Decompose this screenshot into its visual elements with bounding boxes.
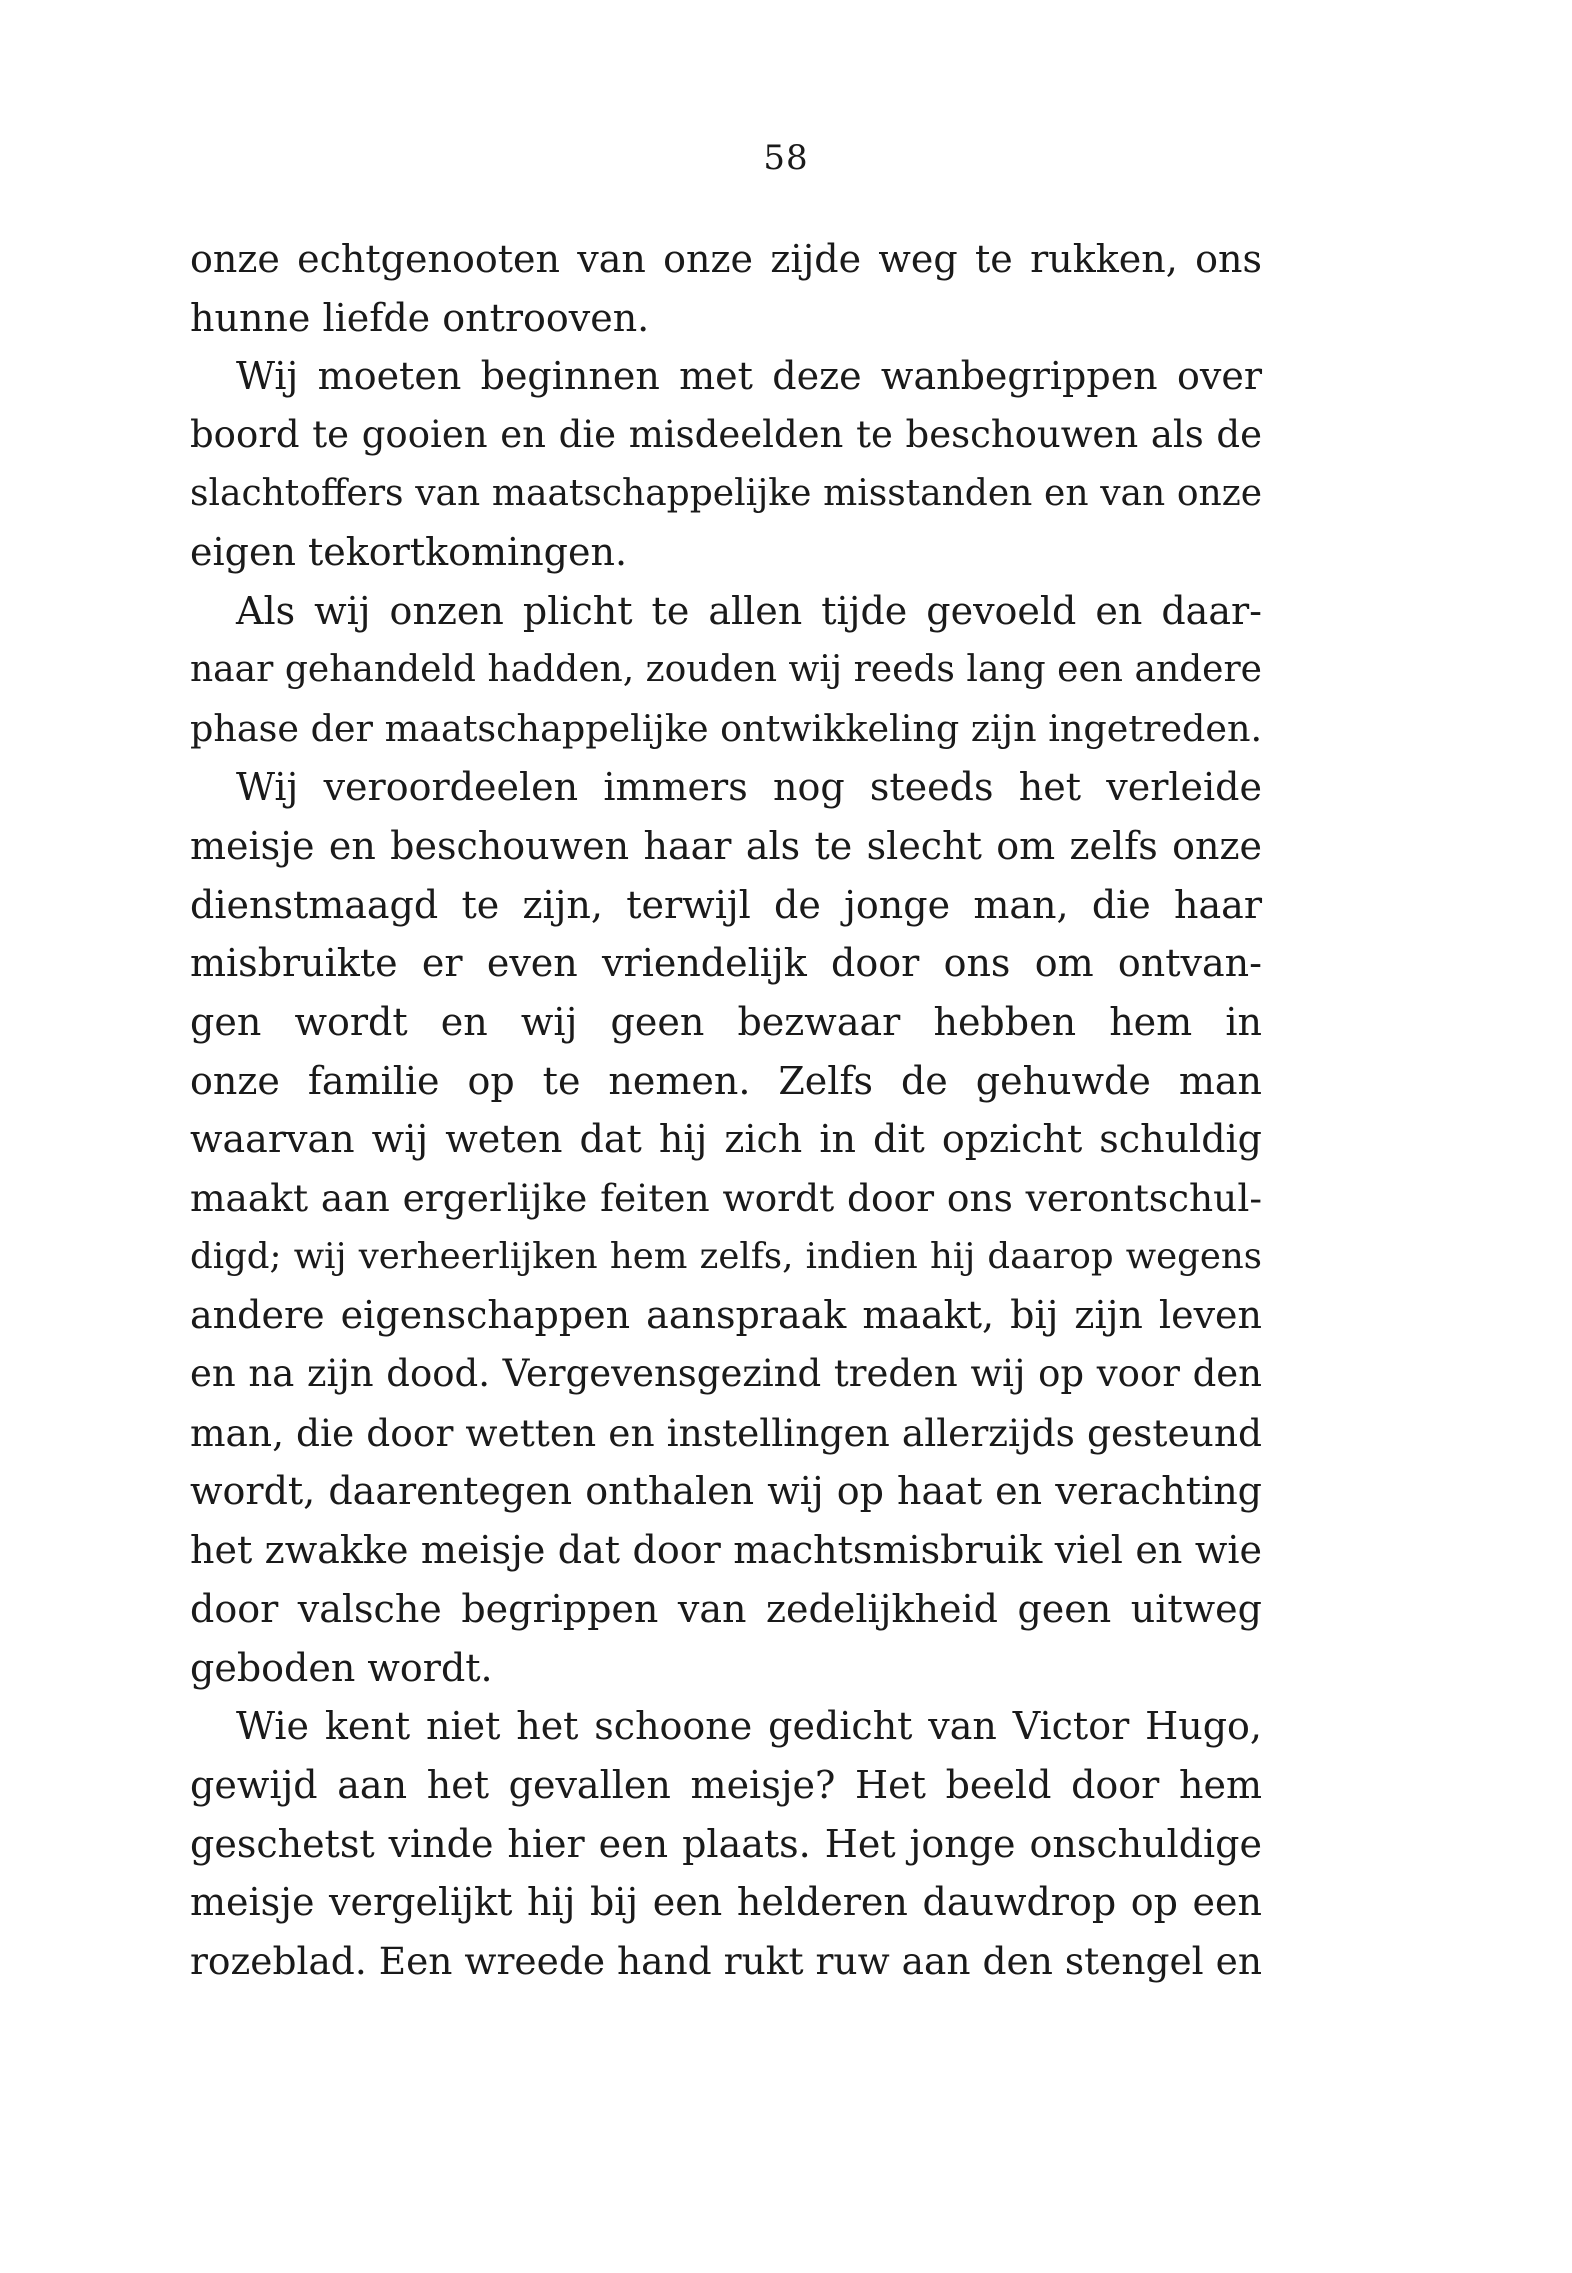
text-line: maakt aan ergerlijke feiten wordt door ons verontschul- (190, 1176, 1262, 1220)
text-line: geschetst vinde hier een plaats. Het jonge onschuldige (190, 1821, 1262, 1866)
text-line: boord te gooien en die misdeelden te beschouwen als de (190, 413, 1262, 457)
text-line: eigen tekortkomingen. (190, 530, 628, 575)
text-line: dienstmaagd te zijn, terwijl de jonge man, die haar (190, 882, 1262, 927)
body-text (190, 230, 1262, 1991)
text-line: andere eigenschappen aanspraak maakt, bij zijn leven (190, 1293, 1262, 1338)
text-line: waarvan wij weten dat hij zich in dit opzicht schuldig (190, 1117, 1262, 1162)
text-line: Wij veroordeelen immers nog steeds het verleide (236, 765, 1262, 810)
text-line: het zwakke meisje dat door machtsmisbruik viel en wie (190, 1528, 1262, 1573)
text-line: door valsche begrippen van zedelijkheid geen uitweg (190, 1586, 1262, 1631)
text-line: onze familie op te nemen. Zelfs de gehuwde man (190, 1058, 1262, 1103)
text-line: geboden wordt. (190, 1645, 493, 1690)
text-line: meisje en beschouwen haar als te slecht om zelfs onze (190, 823, 1262, 868)
text-line: phase der maatschappelijke ontwikkeling zijn ingetreden. (190, 706, 1263, 750)
text-line: digd; wij verheerlijken hem zelfs, indien hij daarop wegens (190, 1235, 1262, 1277)
text-line: meisje vergelijkt hij bij een helderen dauwdrop op een (190, 1880, 1262, 1925)
text-line: slachtoffers van maatschappelijke misstanden en van onze (190, 472, 1262, 514)
text-line: wordt, daarentegen onthalen wij op haat en verachting (190, 1469, 1262, 1514)
text-line: man, die door wetten en instellingen allerzijds gesteund (190, 1410, 1262, 1455)
text-line: gewijd aan het gevallen meisje? Het beeld door hem (190, 1762, 1262, 1807)
text-line: Als wij onzen plicht te allen tijde gevoeld en daar- (236, 589, 1262, 634)
text-line: en na zijn dood. Vergevensgezind treden wij op voor den (190, 1352, 1262, 1396)
text-line: Wie kent niet het schoone gedicht van Victor Hugo, (236, 1704, 1262, 1749)
text-line: gen wordt en wij geen bezwaar hebben hem in (190, 999, 1262, 1044)
text-line: misbruikte er even vriendelijk door ons om ontvan- (190, 941, 1262, 986)
text-line: hunne liefde ontrooven. (190, 295, 650, 340)
text-line: Wij moeten beginnen met deze wanbegrippen over (236, 354, 1262, 399)
text-line: naar gehandeld hadden, zouden wij reeds lang een andere (190, 648, 1262, 690)
page-number: 58 (763, 138, 809, 178)
text-line: rozeblad. Een wreede hand rukt ruw aan den stengel en (190, 1938, 1262, 1983)
text-line: onze echtgenooten van onze zijde weg te rukken, ons (190, 237, 1262, 281)
